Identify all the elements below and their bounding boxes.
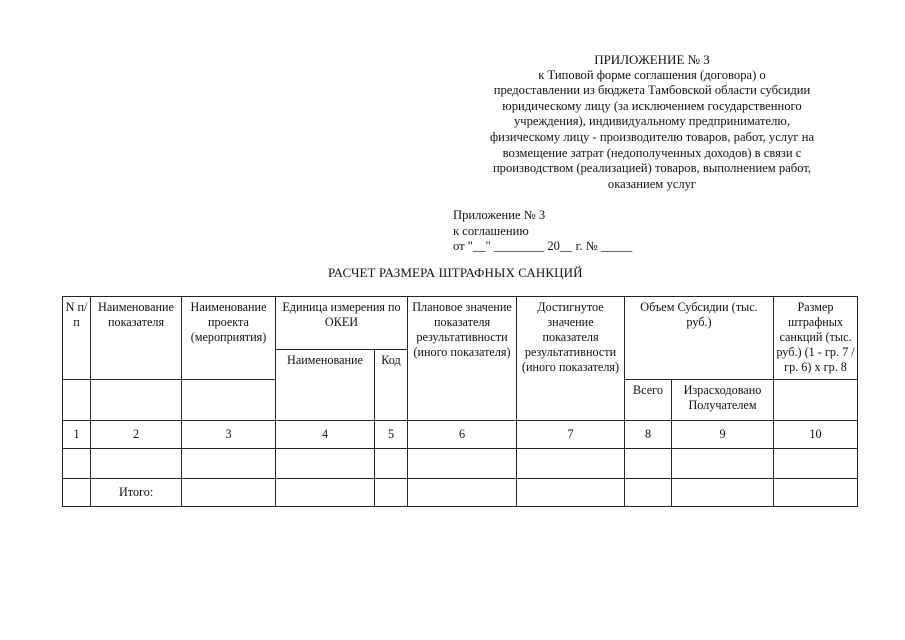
header-indicator-name: Наименование показателя [91,297,182,380]
header-penalty: Размер штрафных санкций (тыс. руб.) (1 - гр. 7 / гр. 6) x гр. 8 [774,297,858,380]
column-number: 8 [625,421,672,449]
column-number: 9 [672,421,774,449]
document-title: РАСЧЕТ РАЗМЕРА ШТРАФНЫХ САНКЦИЙ [328,265,583,280]
appendix-line: к Типовой форме соглашения (договора) о [538,67,766,82]
table-cell [672,479,774,507]
table-cell [517,449,625,479]
appendix-line: возмещение затрат (недополученных доходов) в связи с [502,145,802,160]
column-number: 2 [91,421,182,449]
table-cell [625,449,672,479]
total-row [63,479,858,507]
agreement-line: Приложение № 3 [453,208,546,222]
column-number: 6 [408,421,517,449]
table-cell [182,449,276,479]
table-cell [517,479,625,507]
table-cell [276,479,375,507]
header-unit-code: Код [375,350,408,421]
table-cell [375,479,408,507]
column-number: 3 [182,421,276,449]
header-subsidy-spent: Израсходовано Получателем [672,380,774,421]
table-cell [63,479,91,507]
header-empty-cell [91,380,182,421]
table-cell [91,449,182,479]
header-planned: Плановое значение показателя результативности (иного показателя) [408,297,517,421]
penalty-table [62,296,858,507]
table-cell [375,449,408,479]
table-cell [672,449,774,479]
appendix-line: учреждения), индивидуальному предпринимателю, [514,114,790,129]
total-label: Итого: [91,479,182,507]
header-subsidy-total: Всего [625,380,672,421]
appendix-block [462,52,842,192]
header-project-name: Наименование проекта (мероприятия) [182,297,276,380]
column-number: 4 [276,421,375,449]
appendix-header: ПРИЛОЖЕНИЕ № 3 [594,52,710,67]
header-row [63,297,858,350]
header-empty-cell [182,380,276,421]
header-empty-cell [63,380,91,421]
header-unit-name: Наименование [276,350,375,421]
appendix-line: юридическому лицу (за исключением государственного [502,98,802,113]
header-unit: Единица измерения по ОКЕИ [276,297,408,350]
appendix-line: физическому лицу - производителю товаров, работ, услуг на [489,129,815,144]
table-cell [276,449,375,479]
table-cell [625,479,672,507]
column-number: 5 [375,421,408,449]
header-num: N п/п [63,297,91,380]
column-number: 7 [517,421,625,449]
appendix-line: предоставлении из бюджета Тамбовской области субсидии [493,83,811,98]
table-cell [408,479,517,507]
agreement-line: к соглашению [453,223,529,238]
table-cell [774,479,858,507]
column-number-row [63,421,858,449]
table-cell [182,479,276,507]
agreement-block [453,208,632,255]
table-cell [774,449,858,479]
header-subsidy: Объем Субсидии (тыс. руб.) [625,297,774,380]
agreement-date-line: от "__" ________ 20__ г. № _____ [453,239,633,253]
appendix-line: оказанием услуг [607,176,697,191]
header-empty-cell [774,380,858,421]
table-cell [408,449,517,479]
table-cell [63,449,91,479]
column-number: 1 [63,421,91,449]
header-achieved: Достигнутое значение показателя результативности (иного показателя) [517,297,625,421]
column-number: 10 [774,421,858,449]
table-row [63,449,858,479]
appendix-line: производством (реализацией) товаров, выполнением работ, [492,161,812,176]
